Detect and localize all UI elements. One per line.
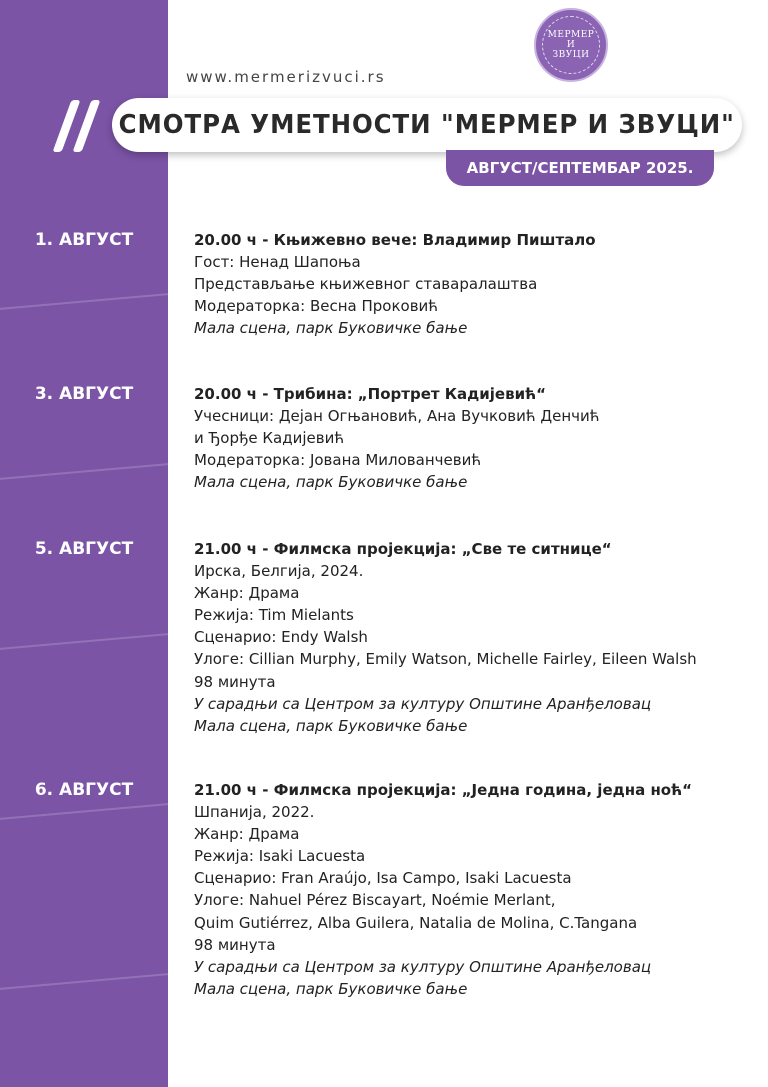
event-headline: 20.00 ч - Трибина: „Портрет Кадијевић“ bbox=[194, 385, 546, 403]
event-line: Представљање књижевног ставаралаштва bbox=[194, 275, 538, 294]
event-line: Шпанија, 2022. bbox=[194, 803, 315, 822]
slash-decoration bbox=[56, 100, 112, 152]
event-date: 1. АВГУСТ bbox=[34, 230, 134, 250]
event-details bbox=[194, 383, 754, 493]
event-line: Учесници: Дејан Огњановић, Ана Вучковић Денчић bbox=[194, 407, 600, 426]
event-line: Гост: Ненад Шапоња bbox=[194, 253, 361, 272]
event-line: Режија: Tim Mielants bbox=[194, 606, 354, 625]
event-date: 6. АВГУСТ bbox=[34, 780, 134, 800]
event-line: Режија: Isaki Lacuesta bbox=[194, 847, 366, 866]
event-line: Сценарио: Endy Walsh bbox=[194, 628, 368, 647]
event-line: Жанр: Драма bbox=[194, 825, 300, 844]
title-banner bbox=[112, 98, 742, 152]
event-line: Сценарио: Fran Araújo, Isa Campo, Isaki Lacuesta bbox=[194, 869, 572, 888]
event-details bbox=[194, 229, 754, 339]
event-line: Мала сцена, парк Буковичке бање bbox=[194, 473, 468, 492]
event-line: Quim Gutiérrez, Alba Guilera, Natalia de Molina, C.Tangana bbox=[194, 913, 638, 932]
logo-line-2: И bbox=[566, 40, 576, 50]
period-badge: АВГУСТ/СЕПТЕМБАР 2025. bbox=[446, 150, 714, 186]
event-headline: 20.00 ч - Књижевно вече: Владимир Пиштало bbox=[194, 231, 596, 249]
event-line: Модераторка: Весна Проковић bbox=[194, 297, 439, 316]
logo-line-3: ЗВУЦИ bbox=[552, 50, 590, 60]
festival-logo bbox=[534, 8, 608, 82]
website-link[interactable]: www.mermerizvuci.rs bbox=[186, 68, 386, 86]
event-line: Мала сцена, парк Буковичке бање bbox=[194, 979, 468, 998]
event-line: Жанр: Драма bbox=[194, 584, 300, 603]
event-line: У сарадњи са Центром за културу Општине Аранђеловац bbox=[194, 957, 652, 976]
event-date: 3. АВГУСТ bbox=[34, 384, 134, 404]
event-details bbox=[194, 779, 754, 1000]
event-date: 5. АВГУСТ bbox=[34, 539, 134, 559]
event-line: и Ђорђе Кадијевић bbox=[194, 429, 345, 448]
event-line: Мала сцена, парк Буковичке бање bbox=[194, 716, 468, 735]
event-line: Улоге: Cillian Murphy, Emily Watson, Michelle Fairley, Eileen Walsh bbox=[194, 650, 697, 669]
event-line: Ирска, Белгија, 2024. bbox=[194, 562, 364, 581]
event-headline: 21.00 ч - Филмска пројекција: „Једна година, једна ноћ“ bbox=[194, 781, 692, 799]
logo-line-1: МЕРМЕР bbox=[547, 30, 595, 40]
event-line: У сарадњи са Центром за културу Општине Аранђеловац bbox=[194, 694, 652, 713]
event-line: 98 минута bbox=[194, 672, 276, 691]
event-line: 98 минута bbox=[194, 935, 276, 954]
event-line: Улоге: Nahuel Pérez Biscayart, Noémie Merlant, bbox=[194, 891, 556, 910]
page-title: СМОТРА УМЕТНОСТИ "МЕРМЕР И ЗВУЦИ" bbox=[118, 110, 736, 140]
event-line: Мала сцена, парк Буковичке бање bbox=[194, 319, 468, 338]
event-line: Модераторка: Јована Милованчевић bbox=[194, 451, 482, 470]
event-headline: 21.00 ч - Филмска пројекција: „Све те ситнице“ bbox=[194, 540, 612, 558]
event-details bbox=[194, 538, 754, 737]
